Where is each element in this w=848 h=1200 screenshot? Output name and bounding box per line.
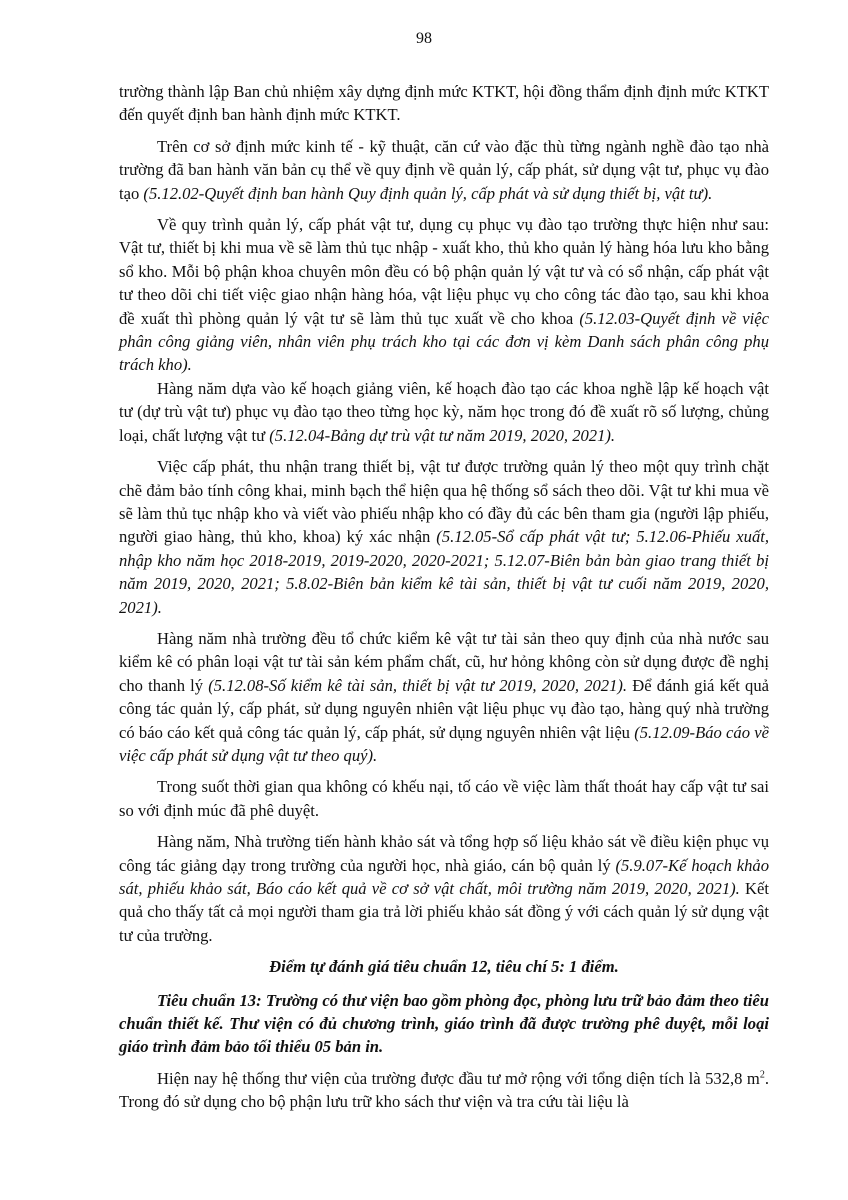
evidence-reference: (5.12.02-Quyết định ban hành Quy định quản lý, cấp phát và sử dụng thiết bị, vật tư).	[143, 183, 713, 203]
paragraph-regulations	[119, 135, 769, 205]
paragraph-continuation: trường thành lập Ban chủ nhiệm xây dựng định mức KTKT, hội đồng thẩm định định mức KTKT đến quyết định ban hành định mức KTKT.	[119, 82, 769, 125]
paragraph-complaints: Trong suốt thời gian qua không có khếu nại, tố cáo về việc làm thất thoát hay cấp vật tư sai so với định múc đã phê duyệt.	[119, 777, 769, 820]
paragraph-text: Kết quả cho thấy tất cả mọi người tham gia trả lời phiếu khảo sát đồng ý với cách quản lý sử dụng vật tư của trường.	[119, 879, 769, 945]
paragraph-procedure	[119, 213, 769, 377]
paragraph-survey	[119, 830, 769, 947]
paragraph-text: Việc cấp phát, thu nhận trang thiết bị, vật tư được trường quản lý theo một quy trình chặt chẽ đảm bảo tính công khai, minh bạch thể hiện qua hệ thống sổ sách theo dõi. Vật tư khi mua về sẽ làm thủ tục nhập kho và viết vào phiếu nhập kho có đầy đủ các bên tham gia (người lập phiếu, người giao hàng, thủ kho, khoa) ký xác nhận	[119, 457, 769, 547]
paragraph-planning	[119, 377, 769, 447]
evidence-reference: (5.12.09-Báo cáo về việc cấp phát sử dụng vật tư theo quý).	[119, 722, 769, 765]
paragraph-text: Để đánh giá kết quả công tác quản lý, cấp phát, sử dụng nguyên nhiên vật liệu phục vụ đào tạo, hàng quý nhà trường có báo cáo kết quả công tác quản lý, cấp phát, sử dụng nguyên nhiên vật liệu	[119, 675, 769, 742]
paragraph-text: Hàng năm dựa vào kế hoạch giảng viên, kế hoạch đào tạo các khoa nghề lập kế hoạch vật tư (dự trù vật tư) phục vụ đào tạo theo từng học kỳ, năm học trong đó đề xuất rõ số lượng, chủng loại, chất lượng vật tư	[119, 378, 769, 445]
paragraph-inventory	[119, 627, 769, 767]
evidence-reference: (5.12.05-Sổ cấp phát vật tư; 5.12.06-Phiếu xuất, nhập kho năm học 2018-2019, 2019-2020, 2020-2021; 5.12.07-Biên bản bàn giao trang thiết bị năm 2019, 2020, 2021; 5.8.02-Biên bản kiểm kê tài sản, thiết bị vật tư cuối năm 2019, 2020, 2021).	[119, 527, 770, 617]
paragraph-text: Về quy trình quản lý, cấp phát vật tư, dụng cụ phục vụ đào tạo trường thực hiện như sau: Vật tư, thiết bị khi mua về sẽ làm thủ tục nhập - xuất kho, thủ kho quản lý hàng hóa lưu kho bằng sổ kho. Mỗi bộ phận khoa chuyên môn đều có bộ phận quản lý vật tư và có sổ nhận, cấp phát vật tư theo dõi chi tiết việc giao nhận hàng hóa, vật liệu phục vụ cho công tác đào tạo, sau khi khoa đề xuất thì phòng quản lý vật tư sẽ làm thủ tục xuất về cho khoa	[119, 215, 769, 328]
paragraph-text: Hàng năm, Nhà trường tiến hành khảo sát và tổng hợp số liệu khảo sát về điều kiện phục vụ công tác giảng dạy trong trường của người học, nhà giáo, cán bộ quản lý	[119, 832, 769, 875]
standard-heading: Tiêu chuẩn 13: Trường có thư viện bao gồm phòng đọc, phòng lưu trữ bảo đảm theo tiêu chuẩn thiết kế. Thư viện có đủ chương trình, giáo trình đã được trường phê duyệt, mỗi loại giáo trình đảm bảo tối thiểu 05 bản in.	[119, 990, 769, 1057]
paragraph-issuance	[119, 455, 769, 619]
evidence-reference: (5.9.07-Kế hoạch khảo sát, phiếu khảo sát, Báo cáo kết quả về cơ sở vật chất, môi trường năm 2019, 2020, 2021).	[119, 855, 769, 898]
paragraph-library	[119, 1067, 769, 1114]
evidence-reference: (5.12.03-Quyết định về việc phân công giảng viên, nhân viên phụ trách kho tại các đơn vị kèm Danh sách phân công phụ trách kho).	[119, 308, 769, 375]
paragraph-text: Hàng năm nhà trường đều tổ chức kiểm kê vật tư tài sản theo quy định của nhà nước sau kiểm kê có phân loại vật tư tài sản kém phẩm chất, cũ, hư hỏng không còn sử dụng được đề nghị cho thanh lý	[119, 628, 769, 695]
page-body	[119, 80, 769, 1122]
page-number: 98	[416, 30, 432, 47]
superscript: 2	[759, 1069, 765, 1081]
paragraph-text: . Trong đó sử dụng cho bộ phận lưu trữ kho sách thư viện và tra cứu tài liệu là	[119, 1068, 769, 1112]
self-assessment-score: Điểm tự đánh giá tiêu chuẩn 12, tiêu chí 5: 1 điểm.	[269, 957, 619, 977]
paragraph-text: Trên cơ sở định mức kinh tế - kỹ thuật, căn cứ vào đặc thù từng ngành nghề đào tạo nhà trường đã ban hành văn bản cụ thể về quy định về quản lý, cấp phát, sử dụng vật tư, phục vụ đào tạo	[119, 136, 769, 203]
paragraph-text: Hiện nay hệ thống thư viện của trường được đầu tư mở rộng với tổng diện tích là 532,8 m	[157, 1068, 760, 1088]
evidence-reference: (5.12.04-Bảng dự trù vật tư năm 2019, 2020, 2021).	[269, 425, 616, 445]
evidence-reference: (5.12.08-Số kiểm kê tài sản, thiết bị vật tư 2019, 2020, 2021).	[208, 675, 628, 695]
